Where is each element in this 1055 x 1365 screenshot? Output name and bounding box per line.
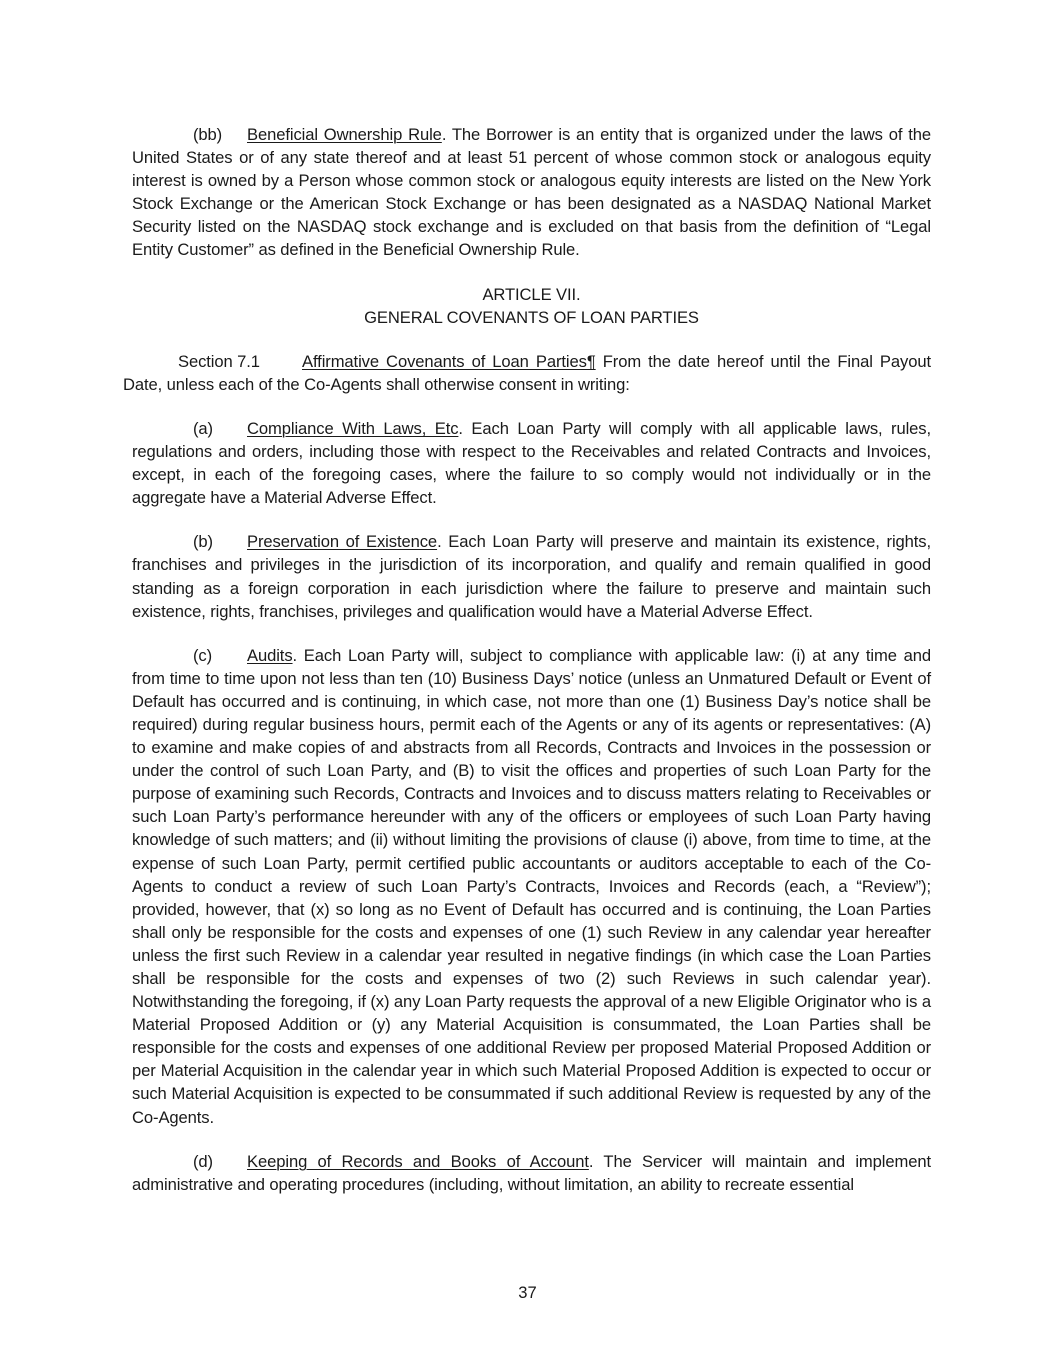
paragraph-label: (d) <box>193 1151 213 1171</box>
spacer <box>132 329 931 350</box>
page-number: 37 <box>518 1283 537 1302</box>
paragraph-text: . Each Loan Party will, subject to compliance with applicable law: (i) at any time and from time to time upon not less than ten (10) Business Days’ notice (unless an Unmatured Default or Event of Default has occurred and is continuing, in which case, not more than one (1) Business Day’s notice shall be required) during regular business hours, permit each of the Agents or any of its agents or representatives: (A) to examine and make copies of and abstracts from all Records, Contracts and Invoices in the possession or under the control of such Loan Party, and (B) to visit the offices and properties of such Loan Party for the purpose of examining such Records, Contracts and Invoices and to discuss matters relating to Receivables or such Loan Party’s performance hereunder with any of the officers or employees of such Loan Party having knowledge of such matters; and (ii) without limiting the provisions of clause (i) above, from time to time, at the expense of such Loan Party, permit certified public accountants or auditors acceptable to each of the Co-Agents to conduct a review of such Loan Party’s Contracts, Invoices and Records (each, a “Review”); provided, however, that (x) so long as no Event of Default has occurred and is continuing, the Loan Parties shall only be responsible for the costs and expenses of one (1) such Review in any calendar year hereafter unless the first such Review in a calendar year resulted in negative findings (in which case the Loan Parties shall be responsible for the costs and expenses of two (2) such Reviews in such calendar year). Notwithstanding the foregoing, if (x) any Loan Party requests the approval of a new Eligible Originator who is a Material Proposed Addition or (y) any Material Acquisition is consummated, the Loan Parties shall be responsible for the costs and expenses of one additional Review per proposed Material Proposed Addition or per Material Acquisition in the calendar year in which such Material Proposed Addition is expected to occur or such Material Acquisition is expected to be consummated if such additional Review is requested by any of the Co-Agents. <box>132 645 931 1127</box>
paragraph-d <box>132 1150 931 1196</box>
paragraph-label: (bb) <box>193 125 223 144</box>
spacer <box>132 396 931 417</box>
paragraph-text: . Each Loan Party will comply with all applicable laws, rules, regulations and orders, including those with respect to the Receivables and related Contracts and Invoices, except, in each of the foregoing cases, where the failure to so comply would not individually or in the aggregate have a Material Adverse Effect. <box>132 418 931 508</box>
paragraph-text: . The Servicer will maintain and implement administrative and operating procedures (including, without limitation, an ability to recreate essential <box>132 1151 931 1194</box>
article-number: ARTICLE VII. <box>482 284 581 304</box>
paragraph-label: (c) <box>193 645 213 665</box>
paragraph-text: . Each Loan Party will preserve and maintain its existence, rights, franchises and privileges in the jurisdiction of its incorporation, and qualify and remain qualified in good standing as a foreign corporation in each jurisdiction where the failure to preserve and maintain such existence, rights, franchises, privileges and qualification would have a Material Adverse Effect. <box>132 532 932 621</box>
section-text: From the date hereof until the Final Payout Date, unless each of the Co-Agents shall otherwise consent in writing: <box>123 351 931 394</box>
paragraph-heading: Audits <box>247 645 293 665</box>
paragraph-heading: Keeping of Records and Books of Account <box>247 1151 589 1171</box>
section-heading: Affirmative Covenants of Loan Parties¶ <box>302 351 596 371</box>
paragraph-heading: Preservation of Existence <box>247 532 438 552</box>
document-page <box>123 123 932 1196</box>
paragraph-bb <box>132 123 931 262</box>
section-label: Section 7.1 <box>178 351 260 371</box>
paragraph-a <box>132 417 931 509</box>
paragraph-label: (a) <box>193 418 213 438</box>
spacer <box>132 623 931 644</box>
paragraph-heading: Beneficial Ownership Rule <box>247 125 442 144</box>
spacer <box>132 1129 931 1150</box>
article-title: GENERAL COVENANTS OF LOAN PARTIES <box>364 307 699 327</box>
paragraph-heading: Compliance With Laws, Etc <box>247 418 459 438</box>
paragraph-text: . The Borrower is an entity that is organized under the laws of the United States or of any state thereof and at least 51 percent of whose common stock or analogous equity interest is owned by a Person whose common stock or analogous equity interests are listed on the New York Stock Exchange or the American Stock Exchange or has been designated as a NASDAQ National Market Security listed on the NASDAQ stock exchange and is excluded on that basis from the definition of “Legal Entity Customer” as defined in the Beneficial Ownership Rule. <box>132 125 931 260</box>
spacer <box>132 262 931 283</box>
section-7-1 <box>123 350 931 396</box>
paragraph-b <box>132 530 931 622</box>
spacer <box>132 509 931 530</box>
paragraph-c <box>132 644 931 1129</box>
paragraph-label: (b) <box>193 532 213 552</box>
